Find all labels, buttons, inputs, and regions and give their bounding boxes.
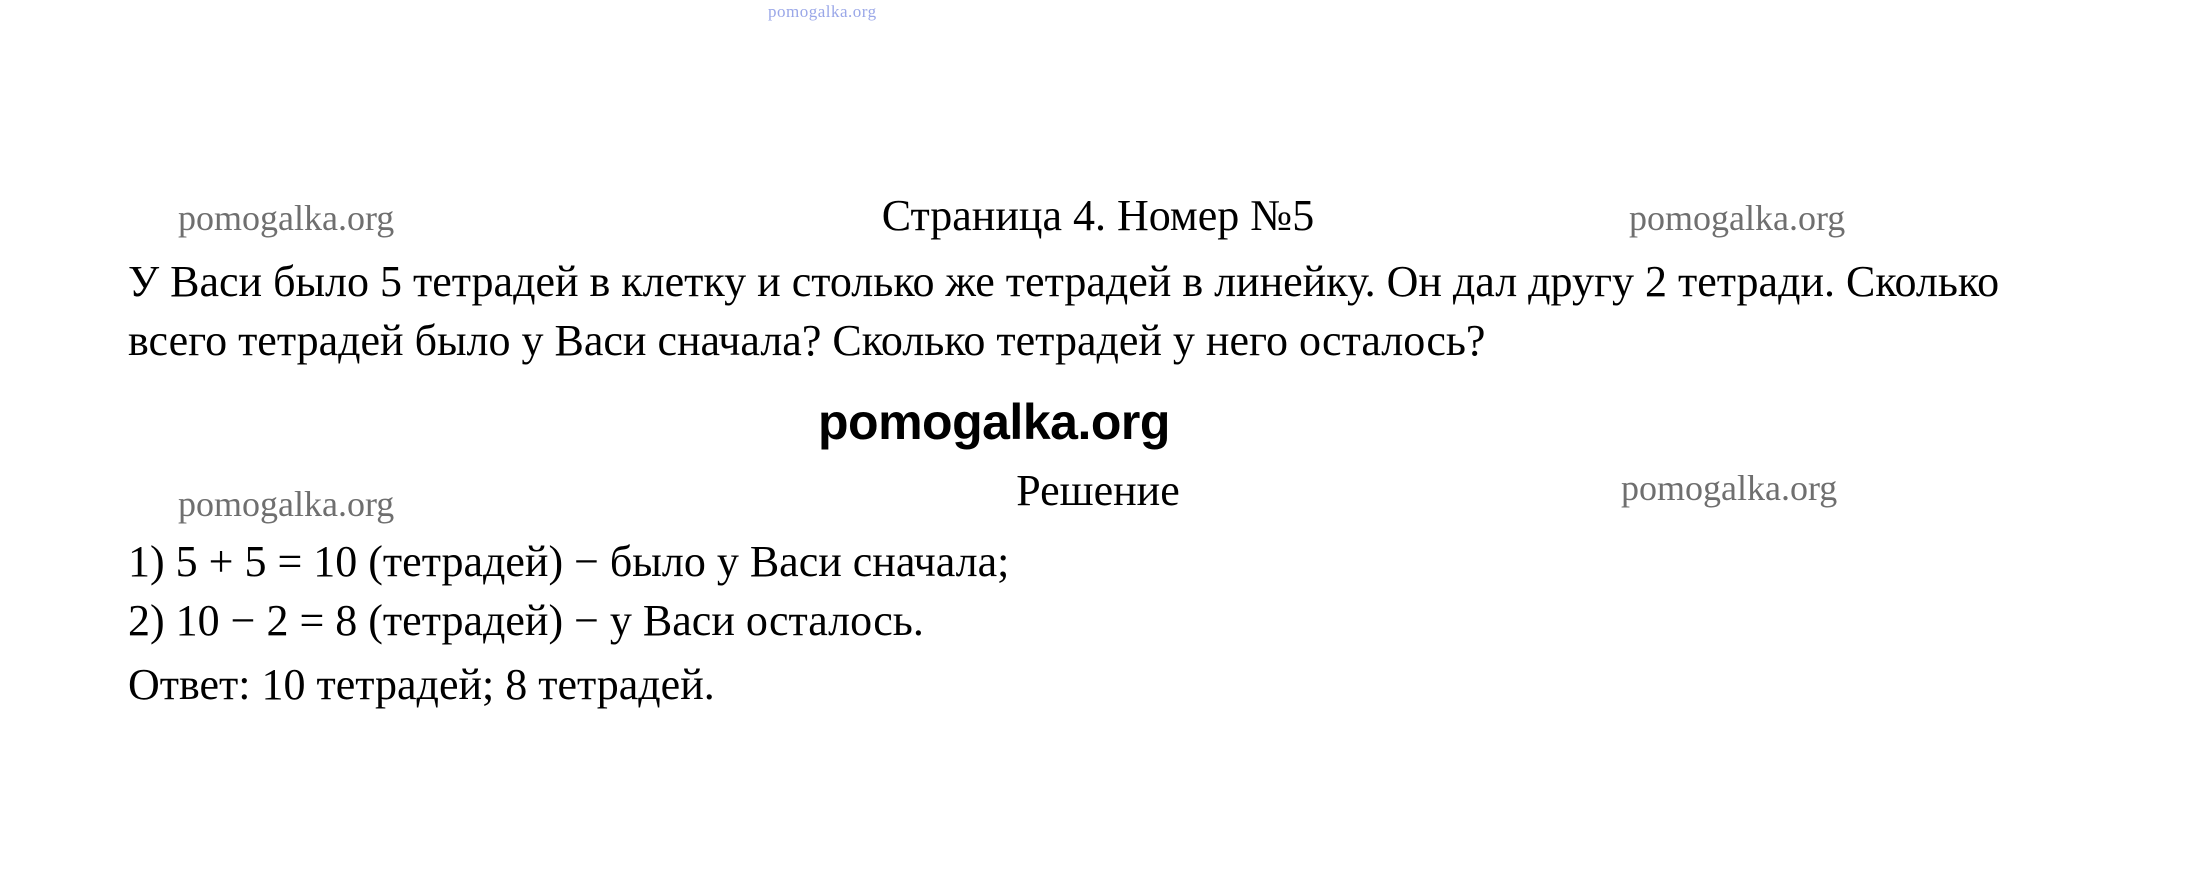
watermark-icon: pomogalka.org [178,198,395,238]
solution-steps [128,533,2028,715]
watermark-icon: pomogalka.org [178,484,395,524]
watermark-icon: pomogalka.org [1629,198,1846,238]
solution-heading: Решение [1016,466,1180,515]
watermark-bold-icon: pomogalka.org [818,394,1170,450]
page-title: Страница 4. Номер №5 [881,191,1315,240]
problem-text: У Васи было 5 тетрадей в клетку и столько же тетрадей в линейку. Он дал другу 2 тетради. Сколько всего тетрадей было у Васи сначала? Сколько тетрадей у него осталось? [128,257,2000,365]
solution-step: 2) 10 − 2 = 8 (тетрадей) − у Васи осталось. [128,595,924,645]
watermark-icon: pomogalka.org [1621,468,1838,508]
watermark-top-icon: pomogalka.org [768,2,877,21]
answer-line: Ответ: 10 тетрадей; 8 тетрадей. [128,660,715,710]
solution-step: 1) 5 + 5 = 10 (тетрадей) − было у Васи сначала; [128,537,1010,586]
